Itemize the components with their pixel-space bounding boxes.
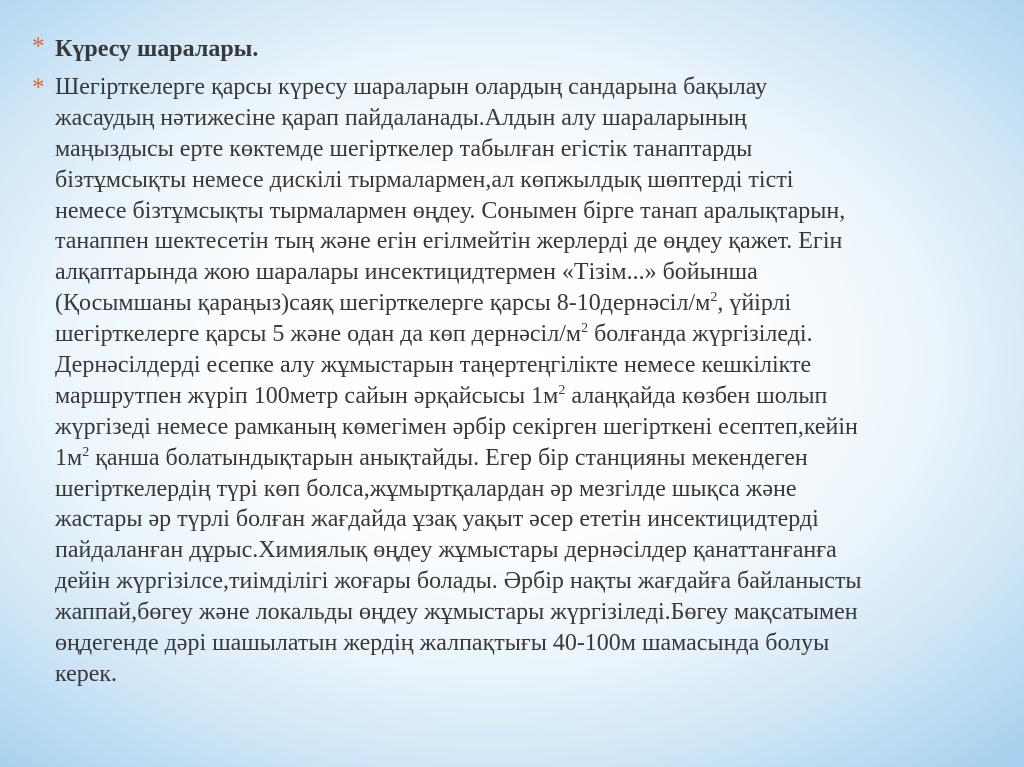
- body-line: [55, 474, 1015, 505]
- body-text: жүргізеді немесе рамканың көмегімен әрбір секірген шегірткені есептеп,кейін: [55, 413, 858, 440]
- superscript: 2: [82, 444, 90, 460]
- body-line: [55, 134, 1015, 165]
- body-text: дейін жүргізілсе,тиімділігі жоғары болады. Әрбір нақты жағдайға байланысты: [55, 568, 862, 595]
- body-text: жасаудың нәтижесіне қарап пайдаланады.Алдын алу шараларының: [55, 104, 747, 131]
- body-text: маршрутпен жүріп 100метр сайын әрқайсысы 1м: [55, 382, 559, 409]
- body-line: [55, 288, 1015, 319]
- body-line: [55, 566, 1015, 597]
- body-line: [55, 319, 1015, 350]
- body-text: керек.: [55, 660, 118, 687]
- body-line: [55, 350, 1015, 381]
- body-text: бізтұмсықты немесе дискілі тырмалармен,ал көпжылдық шөптерді тісті: [55, 166, 794, 193]
- body-text: пайдаланған дұрыс.Химиялық өңдеу жұмыстары дернәсілдер қанаттанғанға: [55, 537, 837, 564]
- body-paragraph: [55, 72, 1015, 690]
- bullet-asterisk-icon: *: [32, 74, 45, 101]
- body-line: [55, 443, 1015, 474]
- body-text: немесе бізтұмсықты тырмалармен өңдеу. Сонымен бірге танап аралықтарын,: [55, 197, 846, 224]
- body-text: жастары әр түрлі болған жағдайда ұзақ уақыт әсер ететін инсектицидтерді: [55, 506, 819, 533]
- body-line: [55, 196, 1015, 227]
- body-text: қанша болатындықтарын анықтайды. Егер бір станцияны мекендеген: [89, 444, 808, 471]
- body-text: Дернәсілдерді есепке алу жұмыстарын таңертеңгілікте немесе кешкілікте: [55, 352, 812, 379]
- bullet-asterisk-icon: *: [32, 33, 45, 60]
- superscript: 2: [710, 290, 718, 306]
- superscript: 2: [558, 382, 566, 398]
- body-text: 1м: [55, 444, 83, 471]
- body-line: [55, 226, 1015, 257]
- body-line: [55, 381, 1015, 412]
- body-line: [55, 72, 1015, 103]
- body-text: алқаптарында жою шаралары инсектицидтермен «Тізім...» бойынша: [55, 259, 758, 286]
- body-line: [55, 535, 1015, 566]
- body-line: [55, 103, 1015, 134]
- body-text: шегірткелерге қарсы 5 және одан да көп дернәсіл/м: [55, 321, 582, 348]
- body-line: [55, 257, 1015, 288]
- body-text: танаппен шектесетін тың және егін егілмейтін жерлерді де өңдеу қажет. Егін: [55, 228, 843, 255]
- body-line: [55, 628, 1015, 659]
- superscript: 2: [581, 321, 589, 337]
- body-text: өңдегенде дәрі шашылатын жердің жалпақтығы 40-100м шамасында болуы: [55, 630, 830, 657]
- slide-heading: Күресу шаралары.: [55, 36, 259, 62]
- body-text: маңыздысы ерте көктемде шегірткелер табылған егістік танаптарды: [55, 135, 753, 162]
- body-text: , үйірлі: [717, 290, 792, 317]
- body-text: Шегірткелерге қарсы күресу шараларын олардың сандарына бақылау: [55, 74, 768, 100]
- body-text: жаппай,бөгеу және локальды өңдеу жұмыстары жүргізіледі.Бөгеу мақсатымен: [55, 599, 858, 626]
- body-line: [55, 412, 1015, 443]
- body-line: [55, 504, 1015, 535]
- body-text: алаңқайда көзбен шолып: [565, 382, 828, 409]
- body-line: [55, 597, 1015, 628]
- body-line: [55, 165, 1015, 196]
- body-line: [55, 659, 1015, 690]
- body-text: (Қосымшаны қараңыз)саяқ шегірткелерге қарсы 8-10дернәсіл/м: [55, 290, 711, 317]
- body-text: шегірткелердің түрі көп болса,жұмыртқалардан әр мезгілде шықса және: [55, 475, 797, 502]
- body-text: болғанда жүргізіледі.: [588, 321, 813, 348]
